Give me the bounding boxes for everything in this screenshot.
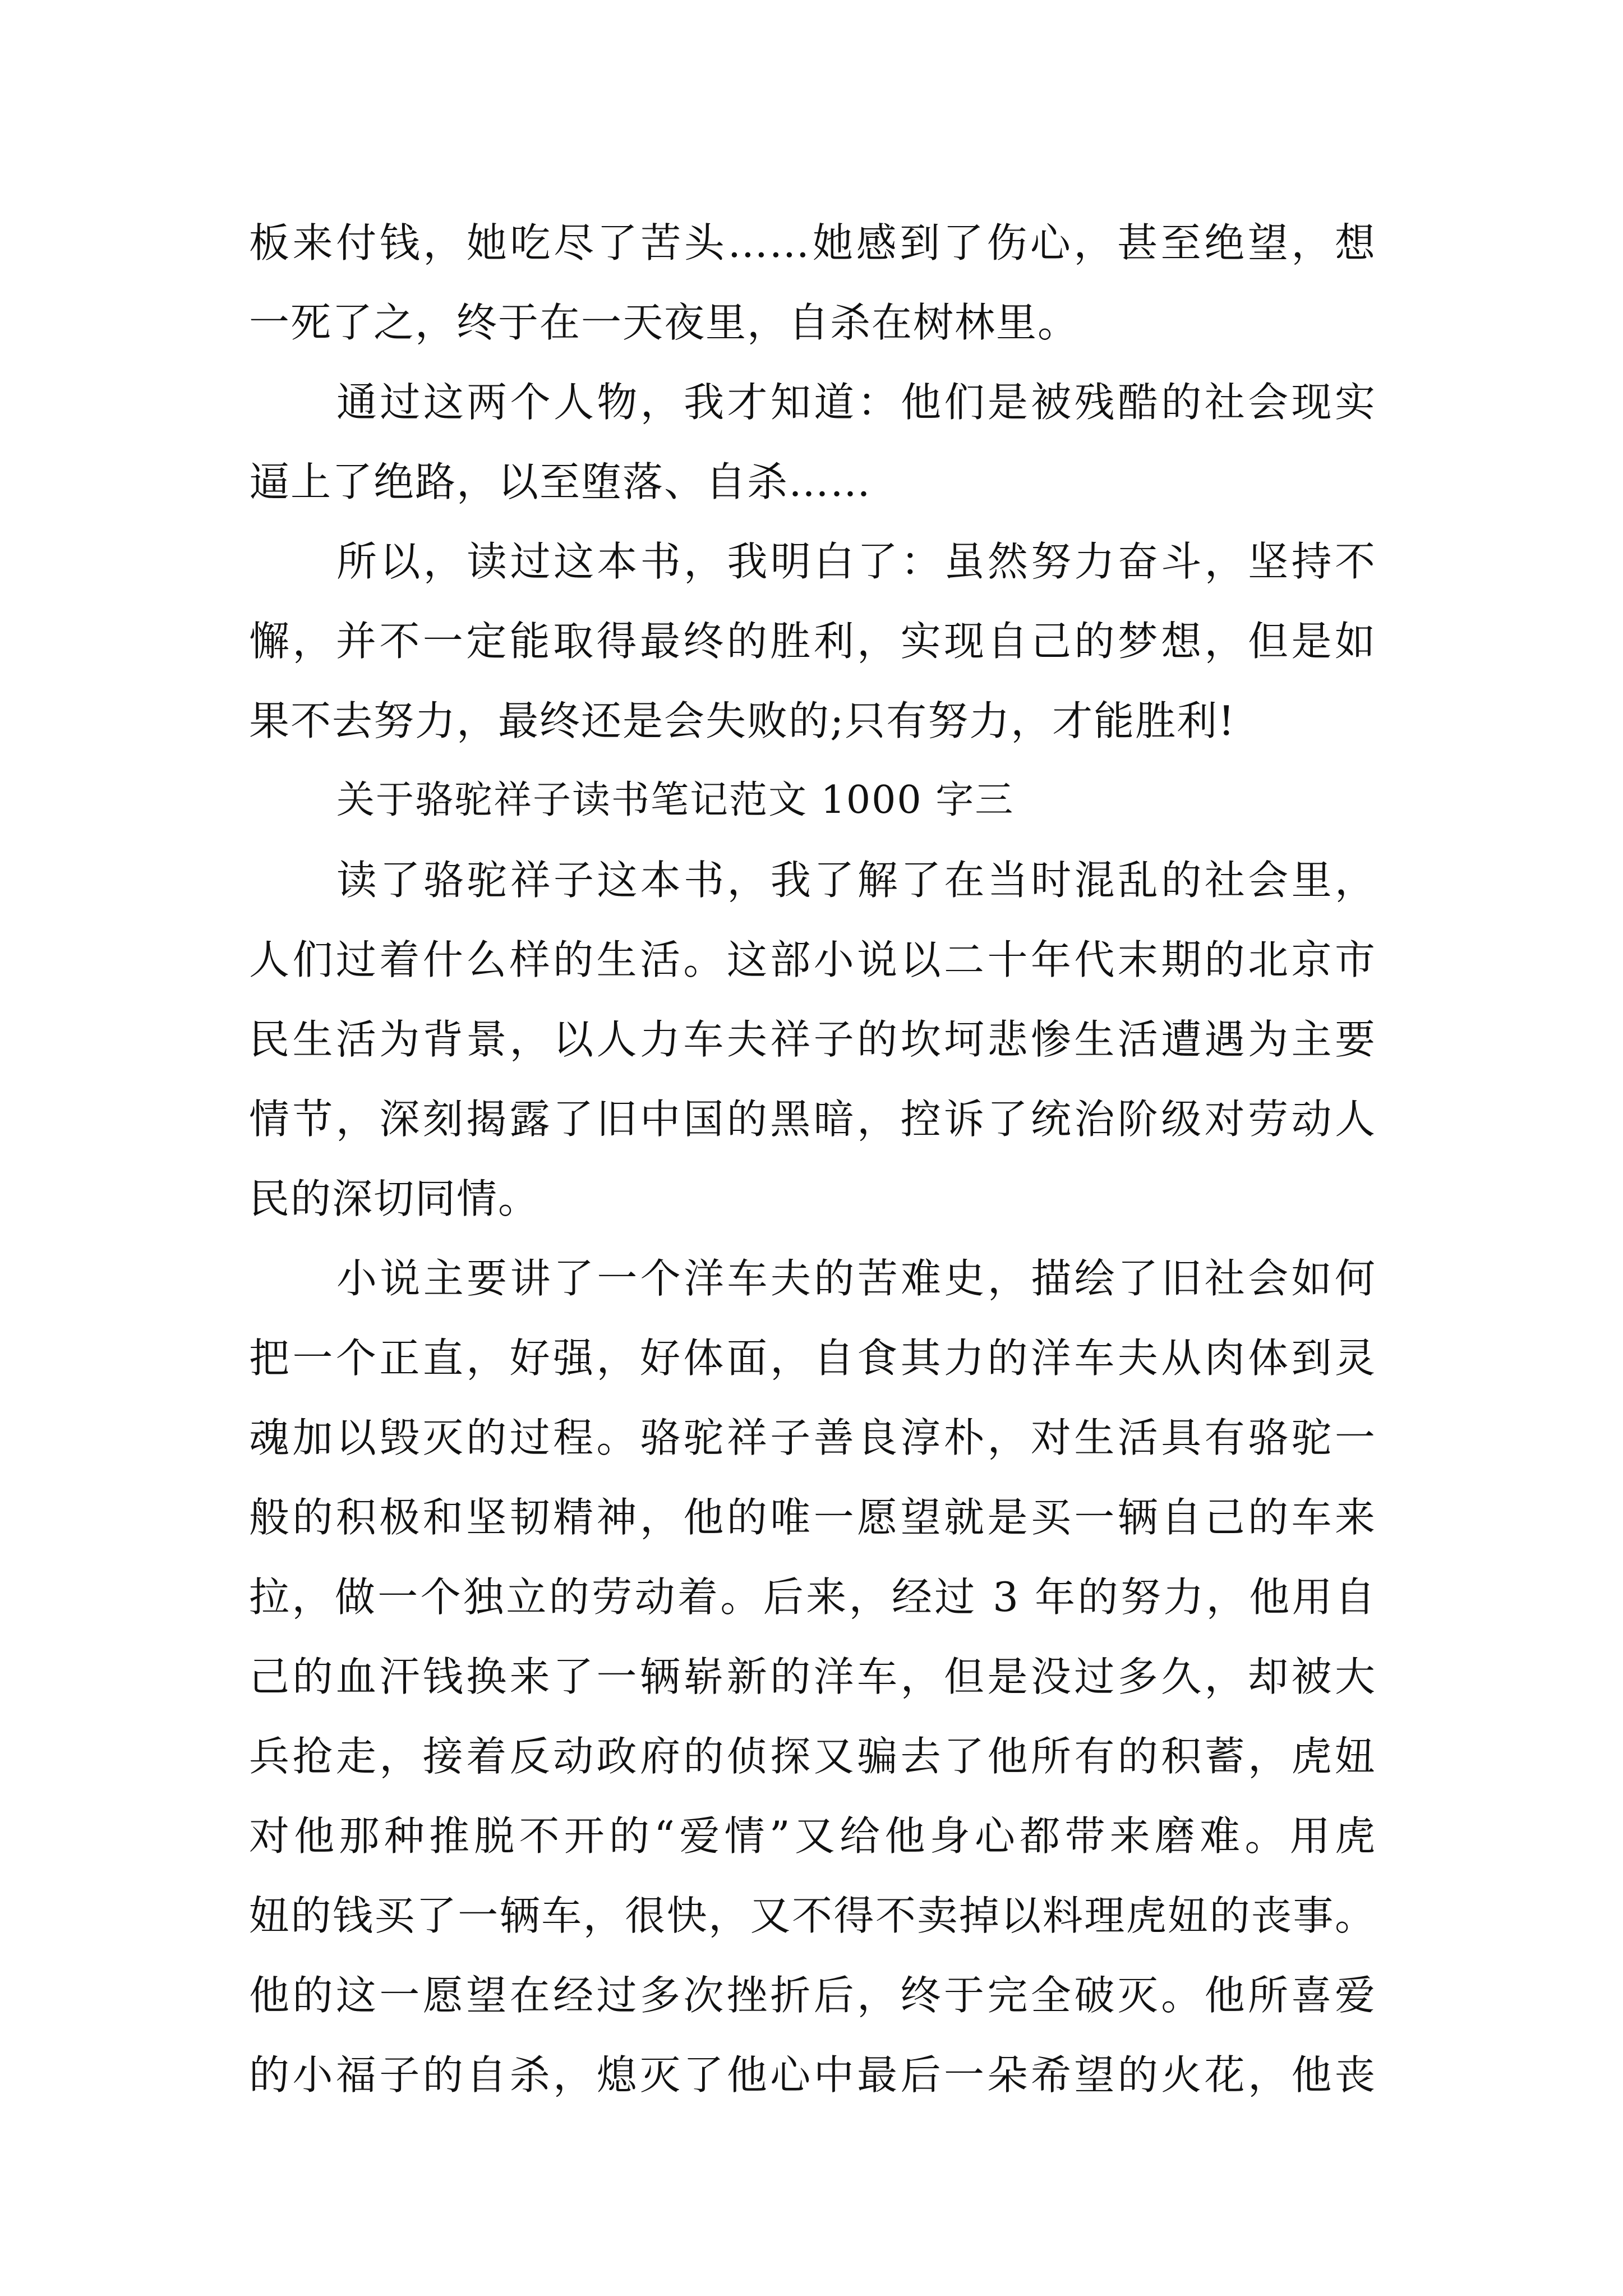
paragraph-first-line: 读了骆驼祥子这本书，我了解了在当时混乱的社会里， [336,857,1376,904]
paragraph-first-line: 所以，读过这本书，我明白了：虽然努力奋斗，坚持不 [336,538,1376,585]
text-line: 果不去努力，最终还是会失败的;只有努力，才能胜利! [249,697,1236,744]
text-line: 情节，深刻揭露了旧中国的黑暗，控诉了统治阶级对劳动人 [249,1096,1376,1143]
text-line: 他的这一愿望在经过多次挫折后，终于完全破灭。他所喜爱 [249,1972,1376,2019]
paragraph-first-line: 小说主要讲了一个洋车夫的苦难史，描绘了旧社会如何 [336,1255,1376,1302]
text-line: 妞的钱买了一辆车，很快，又不得不卖掉以料理虎妞的丧事。 [249,1892,1376,1939]
text-line: 的小福子的自杀，熄灭了他心中最后一朵希望的火花，他丧 [249,2051,1376,2099]
text-line: 对他那种推脱不开的“爱情”又给他身心都带来磨难。用虎 [249,1812,1376,1860]
text-line: 己的血汗钱换来了一辆崭新的洋车，但是没过多久，却被大 [249,1653,1376,1700]
paragraph-first-line: 通过这两个人物，我才知道：他们是被残酷的社会现实 [336,379,1376,426]
text-line: 般的积极和坚韧精神，他的唯一愿望就是买一辆自己的车来 [249,1494,1376,1541]
text-line: 懈，并不一定能取得最终的胜利，实现自己的梦想，但是如 [249,618,1376,665]
text-line: 逼上了绝路，以至堕落、自杀…… [249,458,872,505]
text-line: 魂加以毁灭的过程。骆驼祥子善良淳朴，对生活具有骆驼一 [249,1414,1376,1461]
text-line: 把一个正直，好强，好体面，自食其力的洋车夫从肉体到灵 [249,1335,1376,1382]
text-line: 人们过着什么样的生活。这部小说以二十年代末期的北京市 [249,936,1376,983]
text-line: 兵抢走，接着反动政府的侦探又骗去了他所有的积蓄，虎妞 [249,1733,1376,1780]
text-line: 拉，做一个独立的劳动着。后来，经过 3 年的努力，他用自 [249,1573,1376,1621]
section-heading: 关于骆驼祥子读书笔记范文 1000 字三 [336,778,1015,822]
text-line: 民的深切同情。 [249,1175,540,1222]
text-line: 一死了之，终于在一天夜里，自杀在树林里。 [249,299,1080,346]
text-line: 民生活为背景，以人力车夫祥子的坎坷悲惨生活遭遇为主要 [249,1016,1376,1063]
text-line: 板来付钱，她吃尽了苦头……她感到了伤心，甚至绝望，想 [249,219,1376,266]
